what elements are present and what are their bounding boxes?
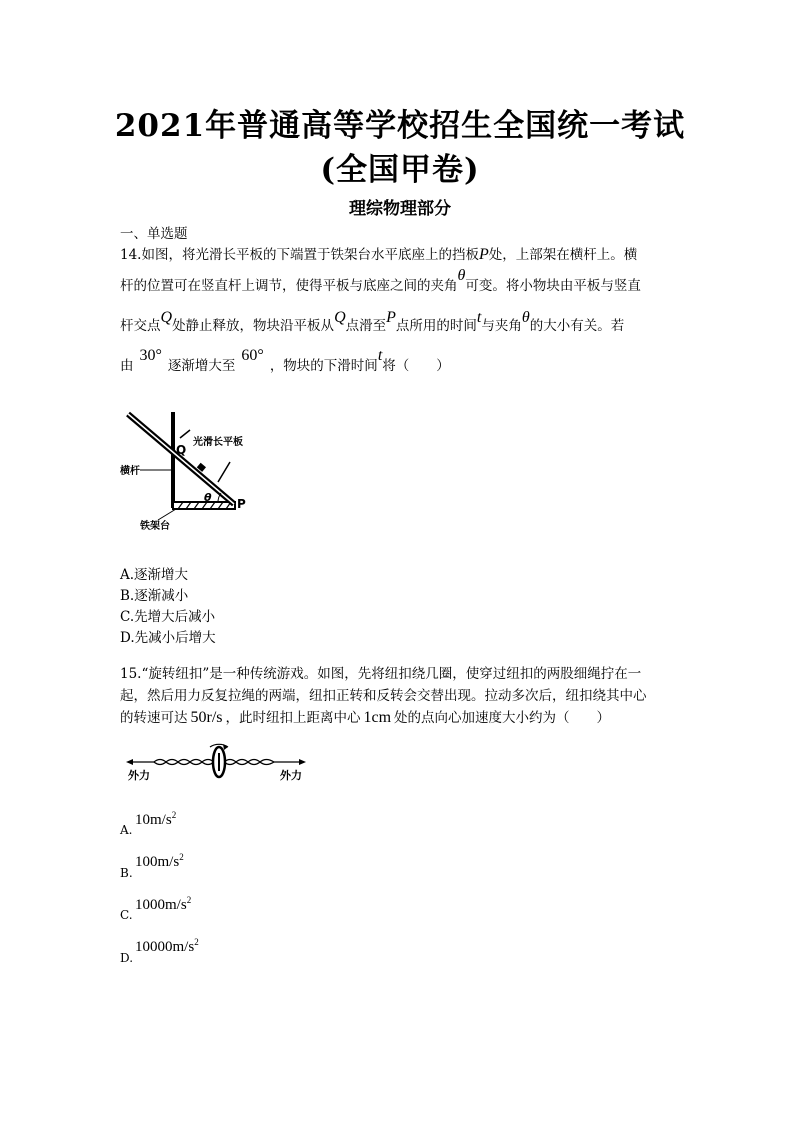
angle-end: 60° <box>241 347 264 364</box>
q14-text: 与夹角 <box>481 318 522 334</box>
point-q-label: Q <box>176 443 187 457</box>
q14-line4 <box>120 347 450 377</box>
option-value: 10000m/s <box>135 939 195 955</box>
distance-value: 1cm <box>363 709 392 726</box>
section-heading: 一、单选题 <box>120 226 188 242</box>
right-force-label: 外力 <box>280 769 302 782</box>
q15-text: ，此时纽扣上距离中心 <box>225 710 361 726</box>
left-force-label: 外力 <box>128 769 150 782</box>
q15-line3 <box>120 708 610 729</box>
q14-text: 由 <box>120 358 134 374</box>
q14-text: 杆的位置可在竖直杆上调节，使得平板与底座之间的夹角 <box>120 278 458 294</box>
var-theta: θ <box>457 267 466 284</box>
right-arrow-head <box>299 759 306 765</box>
q14-line3 <box>120 309 625 337</box>
bar-label: 横杆 <box>120 466 140 477</box>
q14-line2 <box>120 267 641 297</box>
var-q: Q <box>334 309 346 326</box>
exam-title-edition: (全国甲卷) <box>320 152 480 188</box>
q14-text: 处，上部架在横杆上。横 <box>488 247 638 263</box>
q15-figure <box>124 735 314 785</box>
exam-title: 2021年普通高等学校招生全国统一考试 <box>114 108 686 144</box>
q14-text: 点滑至 <box>345 318 387 334</box>
exam-subtitle: 理综物理部分 <box>349 199 451 219</box>
q14-text: 的大小有关。若 <box>529 318 625 334</box>
rotation-speed: 50r/s <box>190 709 223 726</box>
q15-option-d-label: D. <box>120 951 134 965</box>
q14-figure <box>118 390 278 540</box>
var-p: P <box>478 246 489 263</box>
option-exponent: 2 <box>194 937 199 947</box>
q15-option-a-value <box>135 812 176 829</box>
q14-text: 14.如图，将光滑长平板的下端置于铁架台水平底座上的挡板 <box>120 247 479 263</box>
point-p-label: P <box>237 497 246 511</box>
q14-text: 处静止释放，物块沿平板从 <box>172 318 335 334</box>
angle-label: θ <box>204 491 212 504</box>
option-exponent: 2 <box>179 852 184 862</box>
option-value: 100m/s <box>135 854 180 870</box>
var-t: t <box>476 309 482 326</box>
q15-line1: 15.“旋转纽扣”是一种传统游戏。如图，先将纽扣绕几圈，使穿过纽扣的两股细绳拧在一 <box>120 666 642 682</box>
var-q: Q <box>160 309 173 326</box>
option-exponent: 2 <box>186 895 192 905</box>
q15-line2: 起，然后用力反复拉绳的两端，纽扣正转和反转会交替出现。拉动多次后，纽扣绕其中心 <box>120 688 647 704</box>
left-arrow-head <box>126 759 133 765</box>
option-value: 1000m/s <box>135 897 187 913</box>
option-exponent: 2 <box>171 810 177 820</box>
q15-text: 的转速可达 <box>120 710 188 726</box>
q14-text: ，物块的下滑时间 <box>269 358 378 374</box>
var-theta: θ <box>521 309 530 326</box>
q14-option-b: B.逐渐减小 <box>120 588 189 604</box>
q14-option-d: D.先减小后增大 <box>120 630 216 646</box>
stand-label: 铁架台 <box>140 521 170 532</box>
q15-option-d-value <box>135 939 199 956</box>
q15-option-a-label: A. <box>120 823 133 837</box>
var-p: P <box>386 309 396 326</box>
q15-text: 处的点向心加速度大小约为（ ） <box>394 710 611 726</box>
board-label: 光滑长平板 <box>193 437 243 448</box>
option-value: 10m/s <box>135 812 172 828</box>
q15-option-c-value <box>135 897 191 914</box>
q14-text: 点所用的时间 <box>395 318 477 334</box>
q14-text: 将（ ） <box>382 358 450 374</box>
q14-option-a: A.逐渐增大 <box>120 567 189 583</box>
var-t: t <box>377 347 383 364</box>
q14-text: 逐渐增大至 <box>167 358 236 374</box>
q14-line1 <box>120 245 637 266</box>
q14-text: 可变。将小物块由平板与竖直 <box>465 278 641 294</box>
q15-option-c-label: C. <box>120 908 133 922</box>
q15-option-b-label: B. <box>120 866 133 880</box>
figure-background <box>118 390 278 540</box>
angle-start: 30° <box>139 347 162 364</box>
q14-option-c: C.先增大后减小 <box>120 609 216 625</box>
q14-text: 杆交点 <box>120 318 161 334</box>
q15-option-b-value <box>135 854 184 871</box>
